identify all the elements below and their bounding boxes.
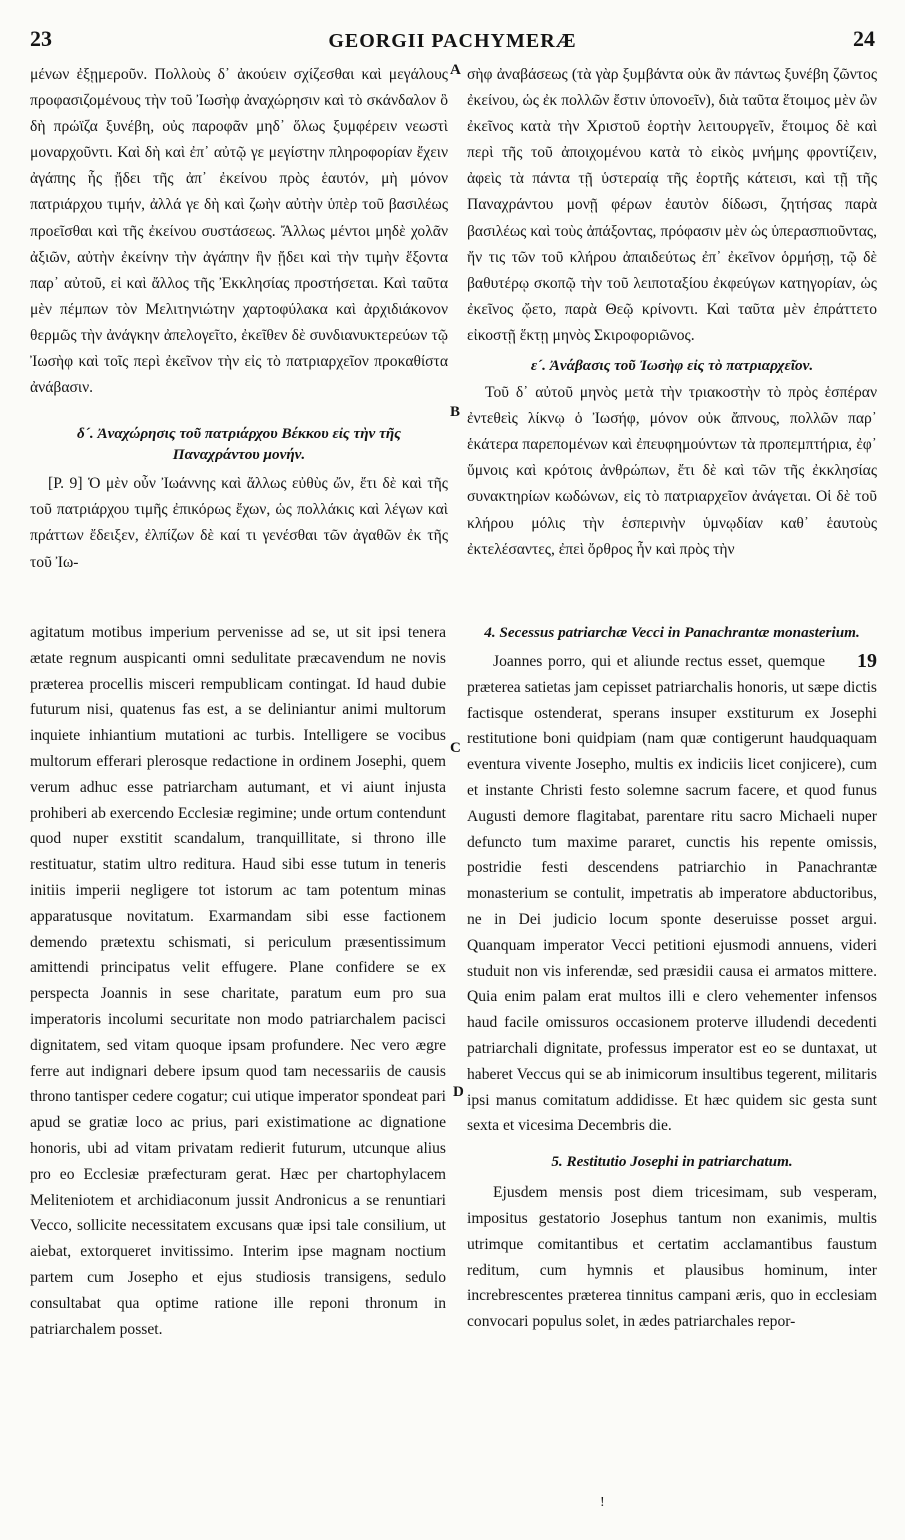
greek-paragraph: σὴφ ἀναβάσεως (τὰ γὰρ ξυμβάντα οὐκ ἂν πάντως ξυνέβη ζῶντος ἐκείνου, ὡς ἐκ πολλῶν ἔστιν ὑπονοεῖν), διὰ ταῦτα ἕτοιμος μὲν ὢν ἐκεῖνος κατὰ τὴν Χριστοῦ ἑορτὴν λειτουργεῖν, ἕτοιμος δὲ καὶ περὶ τῆς τοῦ ἀποιχομένου κατὰ τὸ εἰκὸς μνήμης φροντίζειν, ἀφεὶς τὰ πάντα τῇ ὑστεραίᾳ τῆς ἑορτῆς κάτεισι, καὶ τῇ τῆς Παναχράντου μονῇ φέρων ἑαυτὸν δίδωσι, ζητήσας παρὰ βασιλέως καὶ τοὺς ἀπάξοντας, πρόφασιν μὲν ὡς ὑπερασπιοῦντας, ἤν τις τῶν τοῦ κλήρου ἀπαιδεύτως ἐπ᾽ ἐκεῖνον ὁρμήσῃ, τῷ δὲ βαθυτέρῳ σκοπῷ τὴν τοῦ λειποταξίου ἐκφεύγων κατηγορίαν, ὡς ἐκεῖνος ᾤετο, παρὰ Θεῷ κρίνοντι. Καὶ ταῦτα μὲν ἐπράττετο εἰκοστῇ ἕκτῃ μηνὸς Σκιροφοριῶνος. <box>467 66 877 344</box>
running-title: GEORGII PACHYMERÆ <box>328 30 577 52</box>
section-heading-latin-4: 4. Secessus patriarchæ Vecci in Panachrantæ monasterium. <box>484 624 860 641</box>
section-heading-greek-4: δ´. Ἀναχώρησις τοῦ πατριάρχου Βέκκου εἰς τὴν τῆς Παναχράντου μονήν. <box>77 425 401 464</box>
greek-column-right <box>467 62 877 563</box>
margin-letter-c: C <box>450 740 461 756</box>
greek-paragraph: μένων ἐξῃμεροῦν. Πολλοὺς δ᾽ ἀκούειν σχίζεσθαι καὶ μεγάλους προφασιζομένους τὴν τοῦ Ἰωσὴφ ἀναχώρησιν καὶ τὸ σκάνδαλον ὃ δὴ πρώϊζα ξυνέβη, οὐς παροφᾶν μηδ᾽ ὅλως ξυμφέρειν νεωστὶ μοναρχοῦντι. Καὶ δὴ καὶ ἐπ᾽ αὐτῷ γε μεγίστην πληροφορίαν ἔχειν ἀγάπης ἧς ᾔδει τῆς ἀπ᾽ ἐκείνου πρὸς ἑαυτόν, μὴ μόνον πατριάρχου τιμήν, ἀλλά γε δὴ καὶ ζωὴν αὐτὴν ὑπὲρ τοῦ βασιλέως προεῖσθαι καὶ τῆς ἐκείνου συστάσεως. Ἄλλως μέντοι μηδὲ χολᾶν ἀξιῶν, αὐτὴν ἐκείνην τὴν ἀγάπην ἣν ᾔδει καὶ τὴν τιμὴν ἕξοντα παρ᾽ αὐτοῦ, εἰ καὶ ἄλλος τῆς Ἐκκλησίας προστήσεται. Καὶ ταῦτα μὲν πέμπων τὸν Μελιτηνιώτην χαρτοφύλακα καὶ ἀρχιδιάκονον θερμῶς τὴν ἀνάγκην ἀπελογεῖτο, ἐκεῖθεν δὲ συνδιανυκτερεύων τῷ Ἰωσὴφ καὶ τοῖς περὶ ἐκεῖνον τὴν εἰς τὸ πατριαρχεῖον προκαθίστα ἀνάβασιν. <box>30 66 448 397</box>
marginal-page-number: 19 <box>857 650 877 672</box>
latin-paragraph-text: Joannes porro, qui et aliunde rectus esset, quemque præterea satietas jam cepisset patriarchalis honoris, ut sæpe dictis factisque ostenderat, sperans insuper exstiturum ex Josephi restitutione boni quidpiam (nam quæ contigerunt haudquaquam eventura vivente Josepho, multis ex indiciis licet conjicere), cum et instante Christi festo solemne sacrum facere, et quod funus Augusti demore flagitabat, parentare ritu sacro Michaeli nuper defuncto tum maxime pararet, cunctis his repente omissis, postridie festi descendens patriarchio in Panachrantæ monasterium se contulit, impetratis ab imperatore abductoribus, ne in Dei judicio locum sponte deseruisse posset argui. Quanquam imperator Vecci petitioni ejusmodi annuens, videri studuit non vis inferendæ, sed præsidii causa ei armatos mittere. Quia enim palam erat multos illi e clero vehementer infensos haud facile omissuros occasionem proterve illudendi decedenti patriarchali dignitate, professus imperator est eo se duntaxat, ut haberet Veccus qui se ab inimicorum insultibus tegerent, militaris ipsi manus comitatum addidisse. Et hæc quidem sic gesta sunt sexta et vicesima Decembris die. <box>467 653 877 1135</box>
latin-column-left <box>30 620 446 1342</box>
latin-paragraph: agitatum motibus imperium pervenisse ad se, ut sit ipsi tenera ætate regnum auspicanti omni sedulitate præcavendum ne novis præterea procellis misceri rempublicam contingat. Id haud dubie futurum nisi, quatenus fas est, a se deliniantur animi multorum inquiete inhiantium mutationi ac turbis. Intelligere se vocibus multorum efferari plerosque redactione in ordinem Josephi, quem verum adhuc esse patriarcham autumant, et vi aiunt injusta prohiberi ab exercendo Ecclesiæ regimine; unde ortum contendunt quod nuper exstitit scandalum, tranquillitate, si throno ille restituatur, statim ultro reditura. Haud sibi esse tutum in teneris initiis imperii negligere tot istorum ac tam potentum minas apparatusque novitatum. Exarmandam sibi esse factionem demendo prætextu schismati, si periculum præsentissimum amittendi principatus velit effugere. Plane confidere se ex perspecta Joannis in sese charitate, paratum eum pro sua imperatoris incolumi securitate non modo patriarchalem pacisci dignitatem, sed vitam quoque ipsam profundere. Nec vero ægre ferre aut indignari debere ipsum quod tam necessariis de causis throno tantisper cedere cogatur; cui utique imperator spondeat pari apud se gratiæ loco ac prius, pari existimatione ac dignatione honoris, ubi ad vitam privatam redierit futurum, utcunque alius pro eo Ecclesiæ præfecturam gerat. Hæc per chartophylacem Meliteniotem et archidiaconum jussit Andronicus a se renuntiari Vecco, sollicite necessitatem excusans quæ ipsi tale consilium, ut aiebat, extorqueret invitissimo. Interim ipse magnam noctium partem cum Josepho et ejus studiosis transigens, sedulo consultabat qua optime ratione ille reponi thronum in patriarchalem posset. <box>30 624 446 1338</box>
latin-paragraph <box>467 649 877 1139</box>
greek-paragraph: Τοῦ δ᾽ αὐτοῦ μηνὸς μετὰ τὴν τριακοστὴν τὸ πρὸς ἑσπέραν ἐντεθεὶς λίκνῳ ὁ Ἰωσήφ, μόνον οὐκ ἄπνους, πολλῶν παρ᾽ ἑκάτερα παρεπομένων καὶ ἐπευφημούντων τὰ προπεμπτήρια, ἐφ᾽ ὕμνοις καὶ κρότοις ἀνθρώπων, ἔτι δὲ καὶ τῶν τῆς ἐκκλησίας συνακτηρίων κωδώνων, εἰς τὸ πατριαρχεῖον ἀνάγεται. Οἱ δὲ τοῦ κλήρου μόλις τὴν ἑσπερινὴν ὑμνῳδίαν καθ᾽ ἑαυτοὺς ἐκτελέσαντες, ἐπεὶ ὄρθρος ἦν καὶ πρὸς τὴν <box>467 384 877 558</box>
latin-column-right <box>467 622 877 1335</box>
margin-letter-d: D <box>453 1084 464 1100</box>
page-reference: [P. 9] <box>48 475 83 493</box>
margin-letter-b: B <box>450 404 461 420</box>
greek-column-left <box>30 62 448 576</box>
greek-paragraph-text: Ὁ μὲν οὖν Ἰωάννης καὶ ἄλλως εὐθὺς ὤν, ἔτι δὲ καὶ τῆς τοῦ πατριάρχου τιμῆς ἐπικόρως ἔχων, ὡς πολλάκις καὶ λέγων καὶ πράττων ἔδειξεν, ἐλπίζων δὲ καί τι γενέσθαι τῶν ἀγαθῶν ἐκ τῆς τοῦ Ἰω- <box>30 475 448 571</box>
page-number-right: 24 <box>853 26 875 51</box>
running-header <box>30 26 875 56</box>
page-number-left: 23 <box>30 26 52 51</box>
greek-paragraph <box>30 471 448 575</box>
section-heading-greek-5: ε´. Ἀνάβασις τοῦ Ἰωσὴφ εἰς τὸ πατριαρχεῖον. <box>530 357 814 375</box>
section-heading-latin-5: 5. Restitutio Josephi in patriarchatum. <box>551 1153 793 1171</box>
footer-mark: ! <box>600 1495 605 1510</box>
latin-paragraph: Ejusdem mensis post diem tricesimam, sub vesperam, impositus gestatorio Josephus tantum non exanimis, multis utrimque comitantibus et certatim acclamantibus faustum reditum, cum hymnis et plausibus hominum, inter increbrescentes præterea tinnitus campani æris, quo in ecclesiam convocari populus solet, in ædes patriarchales repor- <box>467 1184 877 1331</box>
margin-letter-a: A <box>450 62 461 78</box>
